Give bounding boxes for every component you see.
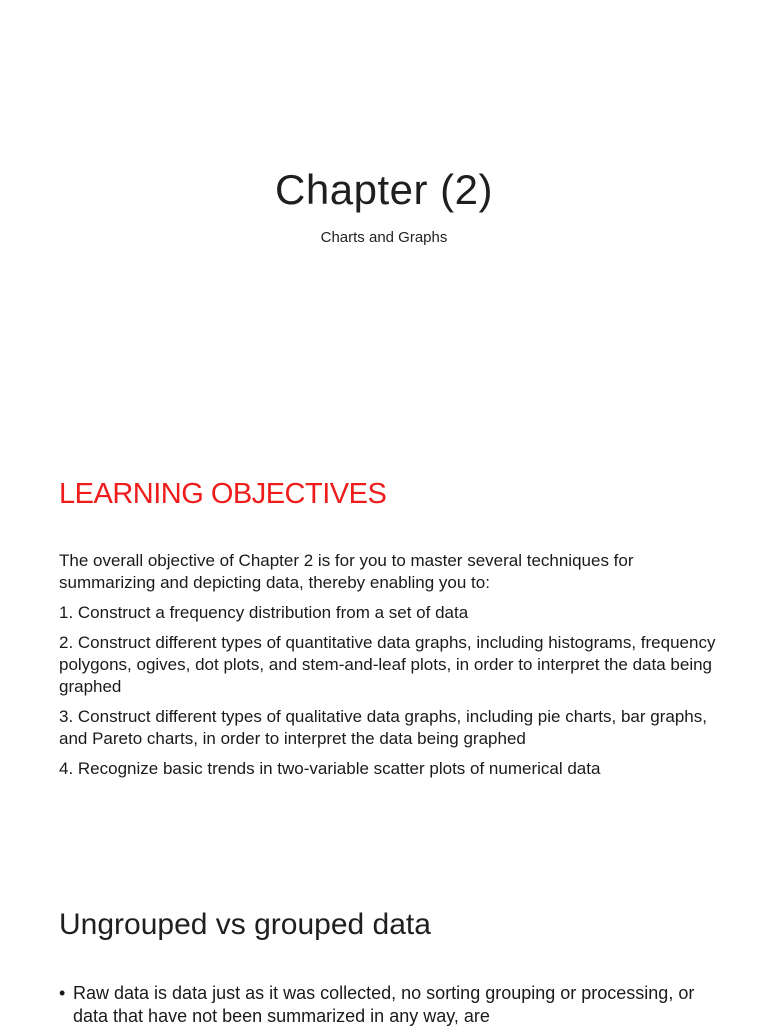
learning-objectives-slide xyxy=(0,432,768,864)
bullet-text: Raw data is data just as it was collected, no sorting grouping or processing, or data that have not been summarized in any way, are xyxy=(73,983,695,1026)
ungrouped-heading: Ungrouped vs grouped data xyxy=(59,908,431,941)
objective-item-2: 2. Construct different types of quantitative data graphs, including histograms, frequency polygons, ogives, dot plots, and stem-and-leaf plots, in order to interpret the data being graphed xyxy=(59,633,716,696)
objective-intro: The overall objective of Chapter 2 is for you to master several techniques for summarizing and depicting data, thereby enabling you to: xyxy=(59,551,634,592)
learning-objectives-body xyxy=(59,550,719,788)
list-item xyxy=(59,982,709,1028)
objective-item-3: 3. Construct different types of qualitative data graphs, including pie charts, bar graphs, and Pareto charts, in order to interpret the data being graphed xyxy=(59,707,707,748)
objective-item-1: 1. Construct a frequency distribution from a set of data xyxy=(59,603,469,622)
objective-item-4: 4. Recognize basic trends in two-variable scatter plots of numerical data xyxy=(59,759,601,778)
slide-title: Chapter (2) xyxy=(275,166,493,213)
ungrouped-data-slide xyxy=(0,864,768,1024)
slide-subtitle: Charts and Graphs xyxy=(320,229,448,246)
title-slide xyxy=(0,0,768,432)
bullet-icon: • xyxy=(59,983,66,1003)
learning-objectives-heading: LEARNING OBJECTIVES xyxy=(59,478,387,510)
